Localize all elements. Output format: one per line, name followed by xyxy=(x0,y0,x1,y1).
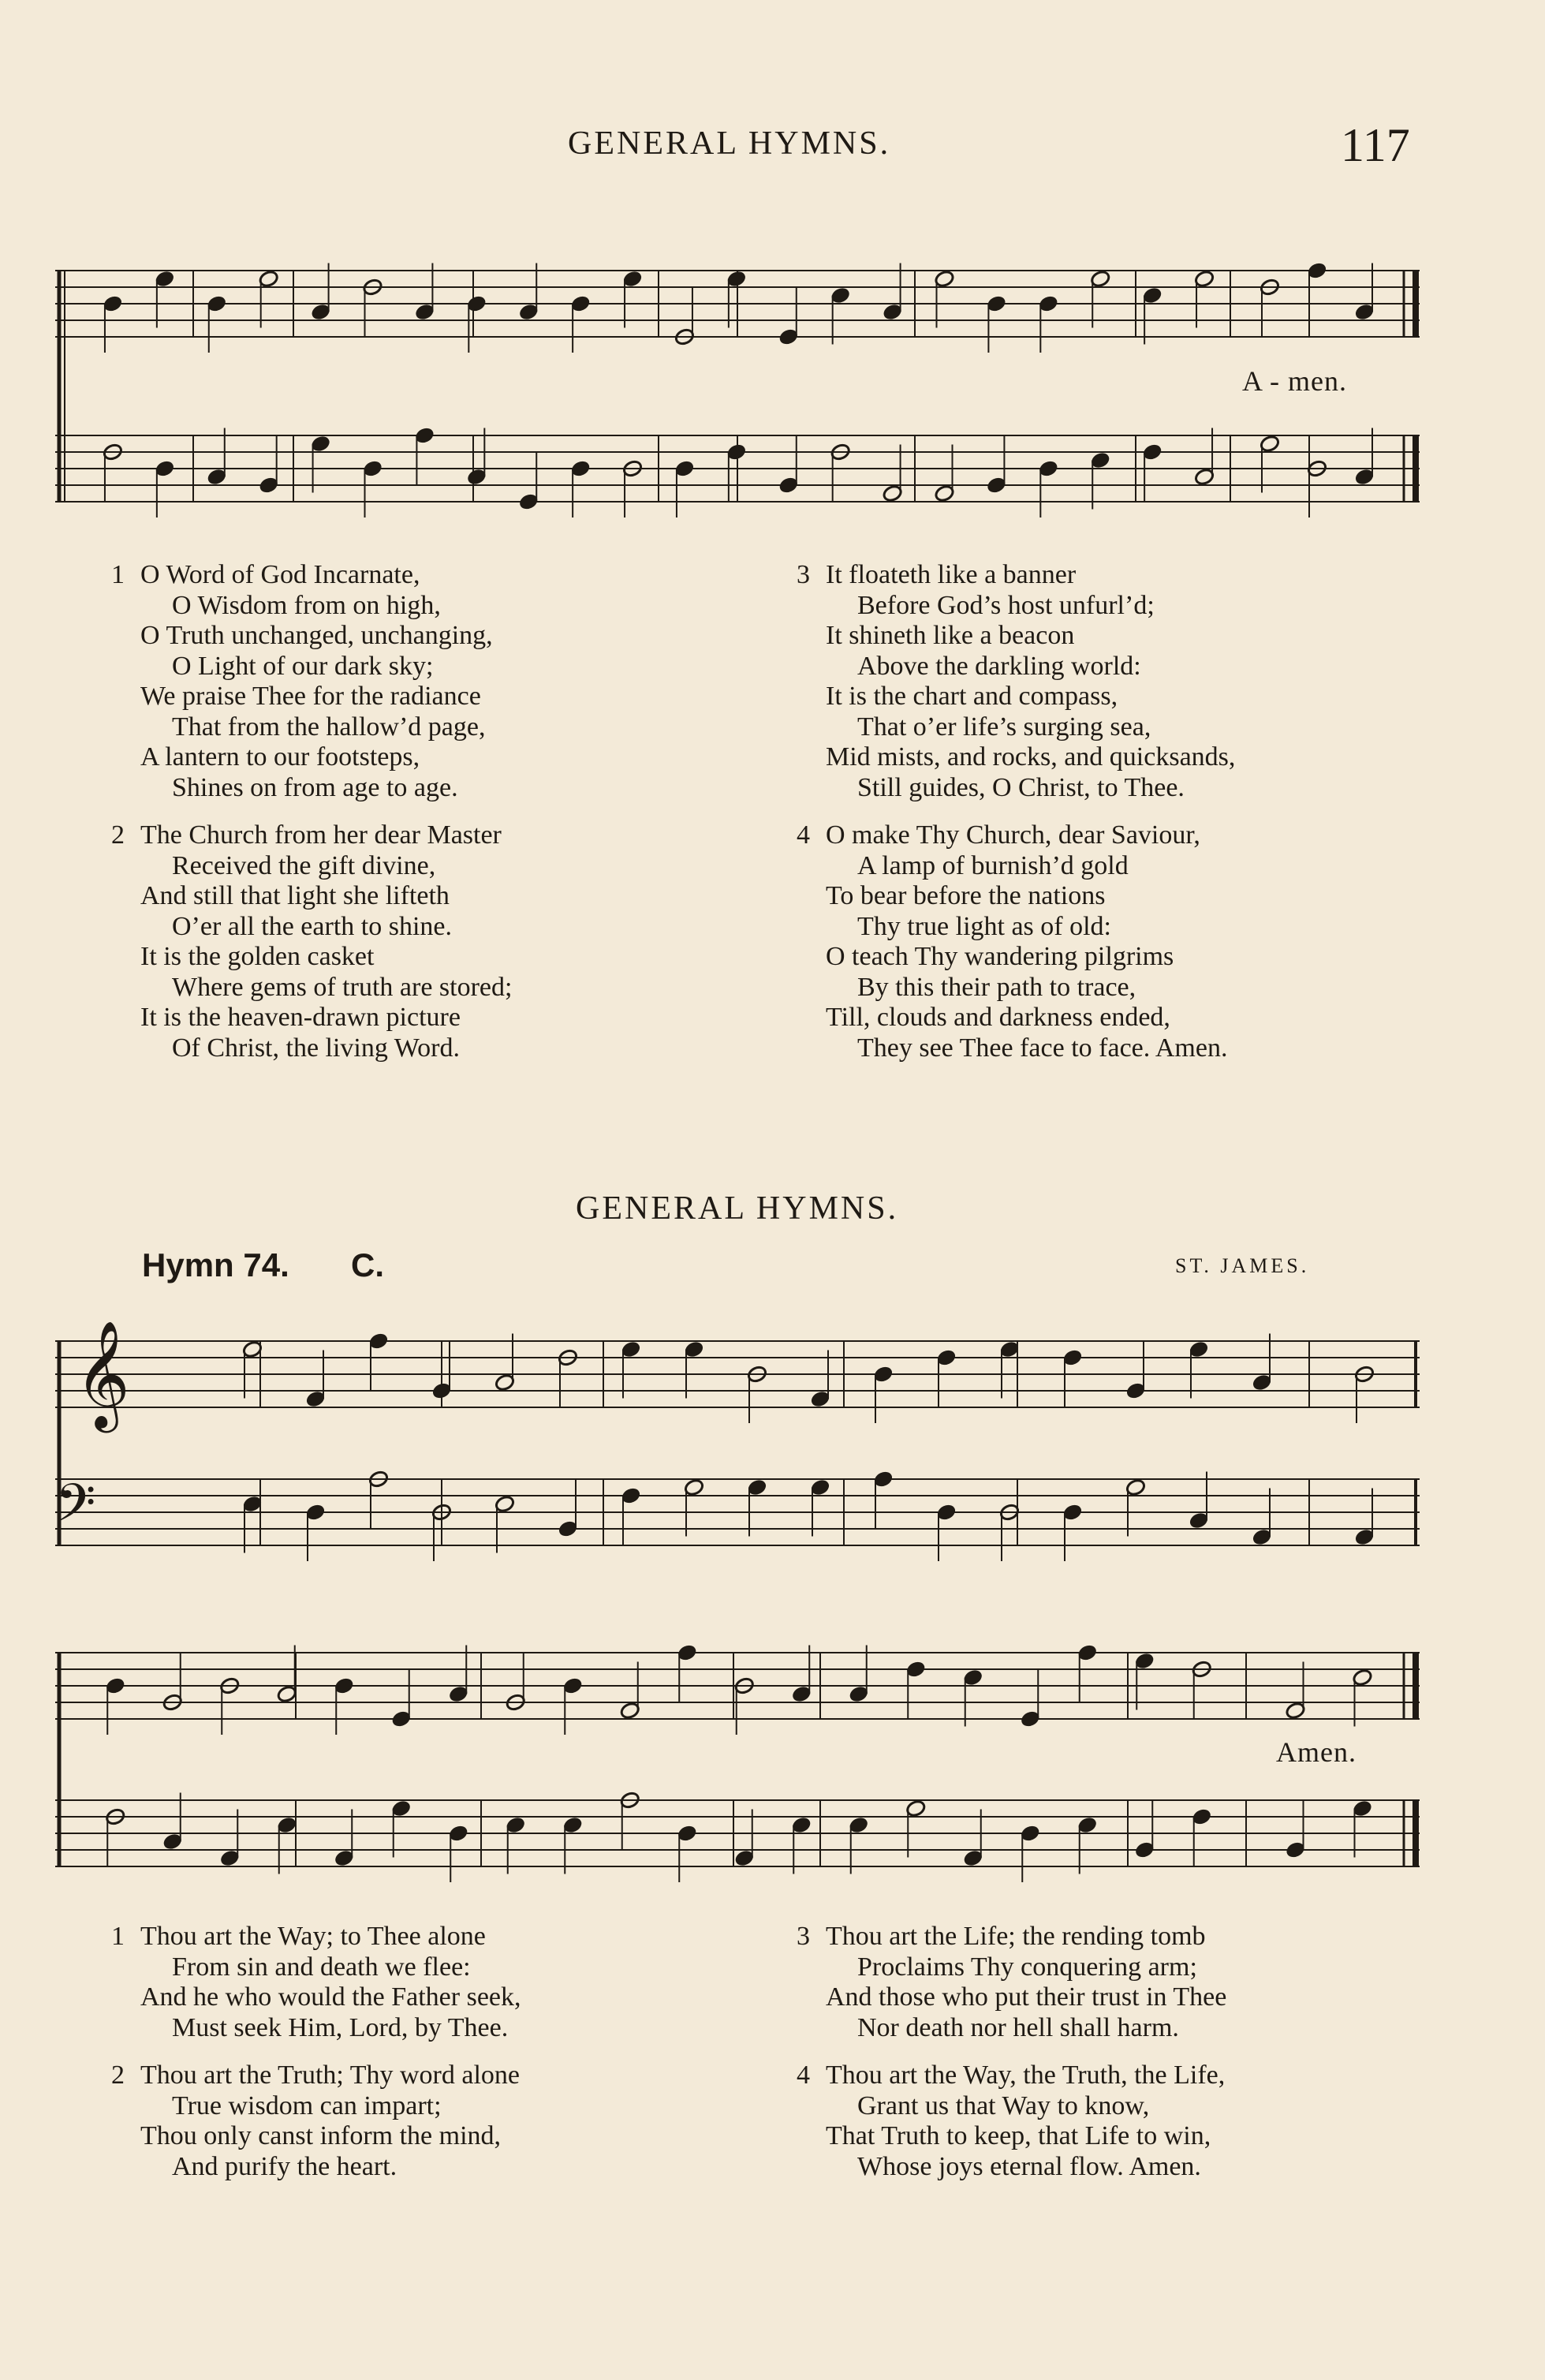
verse-line: O’er all the earth to shine. xyxy=(172,911,452,941)
upper-verse-4 xyxy=(797,820,1228,1063)
verse-line: Received the gift divine, xyxy=(172,850,436,880)
verse-line: Thou art the Way; to Thee alone xyxy=(140,1922,486,1951)
upper-verse-3 xyxy=(797,560,1236,803)
verse-line: O Wisdom from on high, xyxy=(172,590,441,620)
verse-line: From sin and death we flee: xyxy=(172,1952,471,1982)
verse-line: Of Christ, the living Word. xyxy=(172,1033,460,1063)
verse-line: Mid mists, and rocks, and quicksands, xyxy=(826,742,1236,772)
hymn-74-verse-2 xyxy=(111,2061,520,2182)
verse-line: O Word of God Incarnate, xyxy=(140,560,420,589)
verse-line: Must seek Him, Lord, by Thee. xyxy=(172,2012,509,2042)
verse-line: Thou art the Way, the Truth, the Life, xyxy=(826,2061,1226,2090)
bass-clef-icon: 𝄢 xyxy=(55,1473,96,1546)
verse-line: And those who put their trust in Thee xyxy=(826,1982,1227,2012)
verse-line: Proclaims Thy conquering arm; xyxy=(857,1952,1197,1982)
verse-number: 1 xyxy=(111,1922,125,1951)
verse-line: It is the chart and compass, xyxy=(826,682,1118,711)
upper-hymn-amen-label: A - men. xyxy=(1242,365,1347,397)
verse-line: Thou art the Life; the rending tomb xyxy=(826,1922,1206,1951)
verse-line: True wisdom can impart; xyxy=(172,2090,442,2120)
verse-line: Where gems of truth are stored; xyxy=(172,972,513,1002)
hymn-74-verse-1 xyxy=(111,1922,521,2043)
verse-line: Nor death nor hell shall harm. xyxy=(857,2012,1179,2042)
verse-line: The Church from her dear Master xyxy=(140,820,502,850)
verse-line: O Truth unchanged, unchanging, xyxy=(140,621,493,650)
verse-number: 4 xyxy=(797,820,810,850)
verse-number: 3 xyxy=(797,1922,810,1951)
verse-line: And he who would the Father seek, xyxy=(140,1982,521,2012)
hymn-74-verse-3 xyxy=(797,1922,1227,2043)
verse-line: O Light of our dark sky; xyxy=(172,651,434,681)
verse-line: And purify the heart. xyxy=(172,2151,397,2181)
verse-number: 2 xyxy=(111,820,125,850)
verse-number: 4 xyxy=(797,2061,810,2090)
verse-line: It shineth like a beacon xyxy=(826,621,1075,650)
upper-verse-1 xyxy=(111,560,493,803)
verse-line: And still that light she lifteth xyxy=(140,881,450,910)
verse-number: 1 xyxy=(111,560,125,589)
verse-line: Grant us that Way to know, xyxy=(857,2090,1150,2120)
section-title: GENERAL HYMNS. xyxy=(576,1190,899,1227)
running-title: GENERAL HYMNS. xyxy=(568,125,891,162)
verse-line: O make Thy Church, dear Saviour, xyxy=(826,820,1200,850)
verse-line: A lamp of burnish’d gold xyxy=(857,850,1129,880)
verse-line: Thou art the Truth; Thy word alone xyxy=(140,2061,520,2090)
hymn-74-verse-4 xyxy=(797,2061,1226,2182)
verse-line: O teach Thy wandering pilgrims xyxy=(826,942,1174,971)
verse-line: Thy true light as of old: xyxy=(857,911,1112,941)
verse-line: It floateth like a banner xyxy=(826,560,1077,589)
verse-line: A lantern to our footsteps, xyxy=(140,742,420,772)
verse-line: It is the heaven-drawn picture xyxy=(140,1003,461,1032)
verse-line: Shines on from age to age. xyxy=(172,772,458,802)
verse-line: That Truth to keep, that Life to win, xyxy=(826,2121,1211,2150)
verse-number: 3 xyxy=(797,560,810,589)
hymn-74-amen-label: Amen. xyxy=(1276,1736,1357,1768)
verse-line: Before God’s host unfurl’d; xyxy=(857,590,1155,620)
verse-line: Thou only canst inform the mind, xyxy=(140,2121,502,2150)
hymn-meter: C. xyxy=(351,1246,384,1283)
verse-line: To bear before the nations xyxy=(826,881,1106,910)
upper-verse-2 xyxy=(111,820,513,1063)
verse-line: Above the darkling world: xyxy=(857,651,1141,681)
treble-clef-icon: 𝄞 xyxy=(75,1319,130,1428)
verse-line: That from the hallow’d page, xyxy=(172,712,486,742)
verse-line: It is the golden casket xyxy=(140,942,375,971)
verse-line: By this their path to trace, xyxy=(857,972,1136,1002)
verse-line: We praise Thee for the radiance xyxy=(140,682,481,711)
verse-line: That o’er life’s surging sea, xyxy=(857,712,1151,742)
tune-name: ST. JAMES. xyxy=(1175,1254,1310,1277)
verse-line: Till, clouds and darkness ended, xyxy=(826,1003,1170,1032)
verse-line: Still guides, O Christ, to Thee. xyxy=(857,772,1185,802)
page-number: 117 xyxy=(1341,119,1410,171)
verse-line: Whose joys eternal flow. Amen. xyxy=(857,2151,1201,2181)
verse-line: They see Thee face to face. Amen. xyxy=(857,1033,1228,1063)
hymn-number: Hymn 74. xyxy=(142,1246,289,1283)
verse-number: 2 xyxy=(111,2061,125,2090)
